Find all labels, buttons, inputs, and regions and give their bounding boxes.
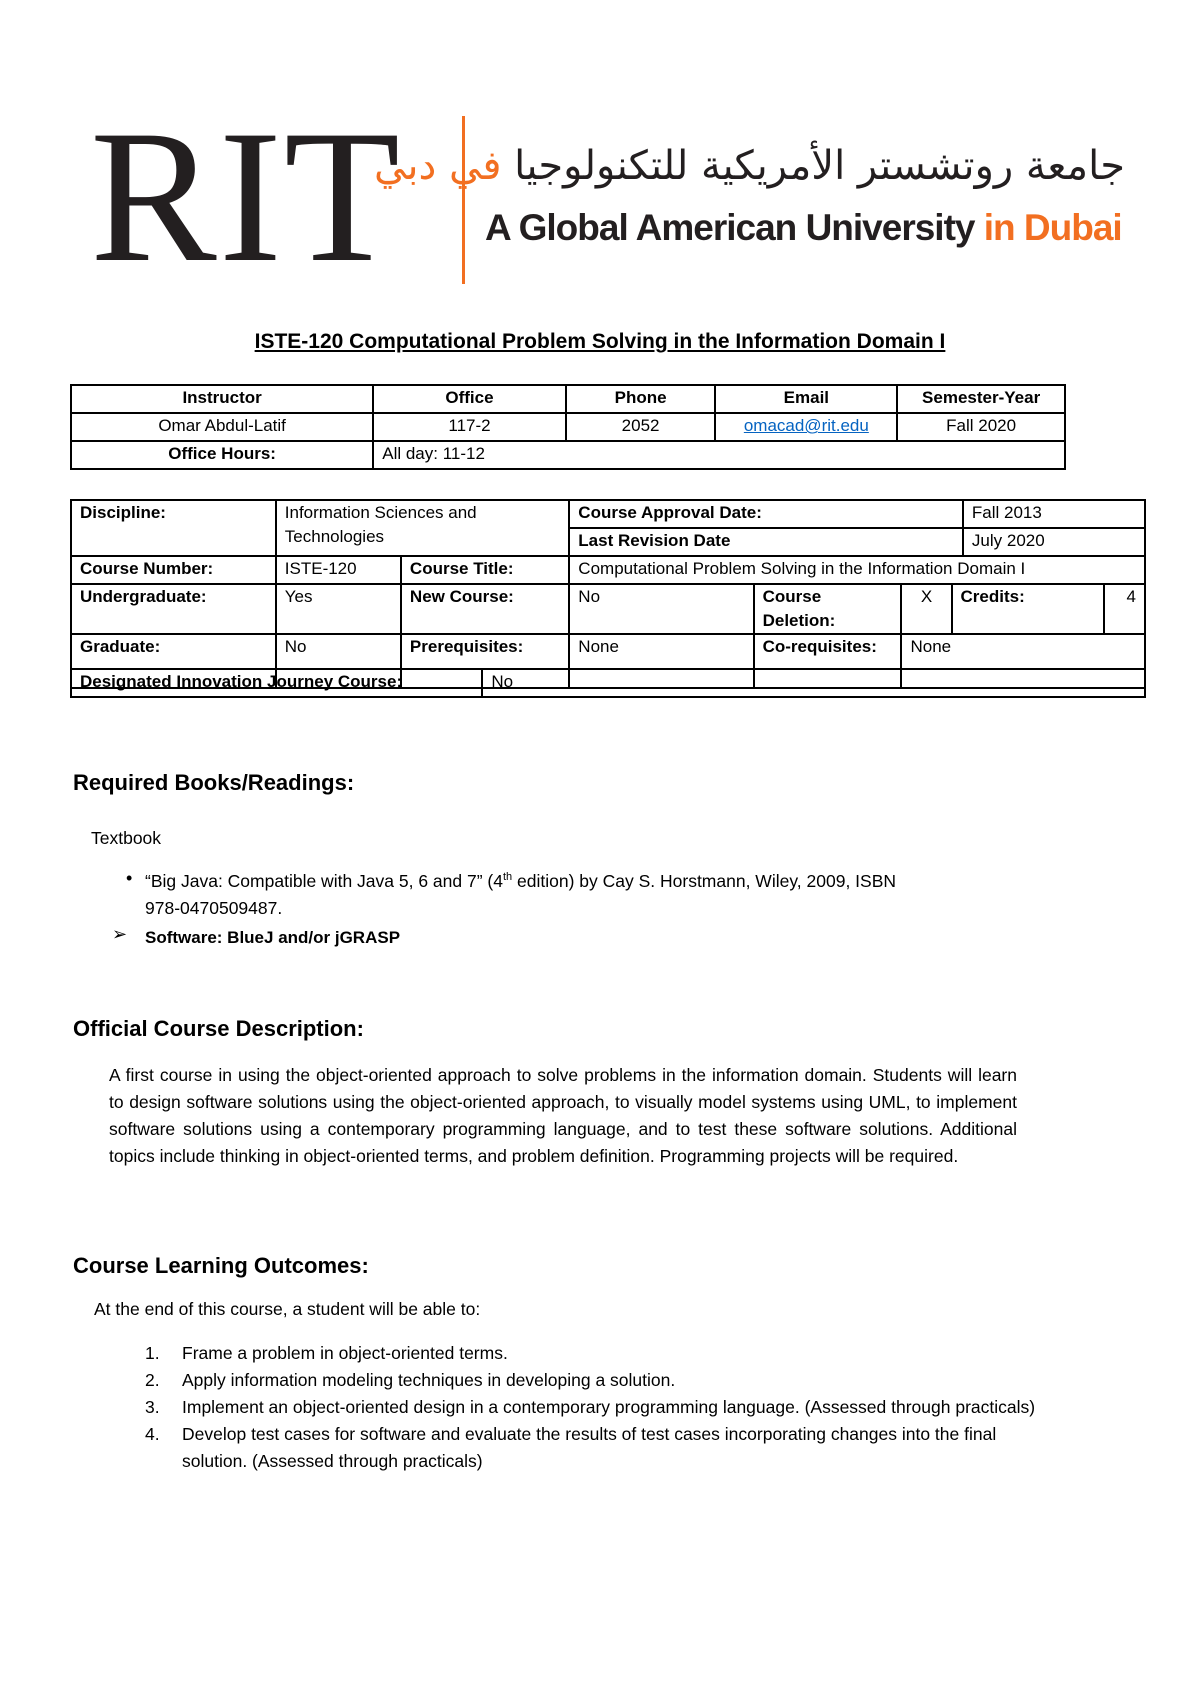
textbook-item-pre: “Big Java: Compatible with Java 5, 6 and 7” (4 xyxy=(145,871,503,891)
list-item-text: Frame a problem in object-oriented terms. xyxy=(182,1343,508,1363)
instructor-table xyxy=(70,384,1066,470)
course-title-value: Computational Problem Solving in the Information Domain I xyxy=(569,556,1145,584)
corequisites-value: None xyxy=(901,634,1145,688)
textbook-item xyxy=(145,868,1045,922)
list-item-number: 3. xyxy=(145,1397,160,1417)
discipline-value: Information Sciences and Technologies xyxy=(276,500,570,556)
list-item-number: 2. xyxy=(145,1370,160,1390)
email-link[interactable]: omacad@rit.edu xyxy=(743,416,869,435)
innovation-row xyxy=(71,669,1145,697)
arrow-bullet-icon: ➢ xyxy=(112,924,128,944)
list-item-text: Implement an object-oriented design in a contemporary programming language. (Assessed through practicals) xyxy=(182,1397,1036,1417)
textbook-item-sup: th xyxy=(502,871,513,884)
undergraduate-value: Yes xyxy=(276,584,401,634)
office-hours-label: Office Hours: xyxy=(71,441,373,469)
revision-date-label: Last Revision Date xyxy=(569,528,963,556)
list-item-text: Develop test cases for software and evaluate the results of test cases incorporating changes into the final solution. (Assessed through practicals) xyxy=(182,1424,997,1471)
course-number-label: Course Number: xyxy=(71,556,276,584)
instructor-values-row xyxy=(71,413,1065,441)
arabic-name-main: جامعة روتشستر الأمريكية للتكنولوجيا xyxy=(514,143,1125,189)
semester-year: Fall 2020 xyxy=(897,413,1065,441)
graduate-label: Graduate: xyxy=(71,634,276,688)
credits-label: Credits: xyxy=(952,584,1104,634)
prerequisites-label: Prerequisites: xyxy=(401,634,569,688)
course-title-label: Course Title: xyxy=(401,556,569,584)
course-info-table xyxy=(70,499,1146,689)
logo-arabic-name xyxy=(373,142,1125,190)
logo-tagline xyxy=(485,206,1122,250)
list-item xyxy=(145,1394,1045,1421)
description-text: A first course in using the object-oriented approach to solve problems in the information domain. Students will learn to design software solutions using the object-oriented approach, to visually model systems using UML, to implement software solutions using a contemporary programming language, and to test these software solutions. Additional topics include thinking in object-oriented terms, and problem definition. Programming projects will be required. xyxy=(109,1065,1017,1166)
course-number-value: ISTE-120 xyxy=(276,556,401,584)
header-phone: Phone xyxy=(566,385,716,413)
list-item-number: 4. xyxy=(145,1424,160,1444)
course-deletion-label: Course Deletion: xyxy=(754,584,902,634)
course-deletion-value: X xyxy=(901,584,951,634)
logo-rit-letters: RIT xyxy=(90,92,403,302)
textbook-item-post: edition) by Cay S. Horstmann, Wiley, 2009, ISBN xyxy=(512,871,897,891)
office-hours-value: All day: 11-12 xyxy=(373,441,1065,469)
course-title: ISTE-120 Computational Problem Solving in the Information Domain I xyxy=(254,330,946,353)
header-semester: Semester-Year xyxy=(897,385,1065,413)
phone-number: 2052 xyxy=(566,413,716,441)
email-cell xyxy=(715,413,897,441)
list-item xyxy=(145,1421,1045,1475)
instructor-header-row xyxy=(71,385,1065,413)
outcomes-heading: Course Learning Outcomes: xyxy=(73,1253,369,1278)
corequisites-label: Co-requisites: xyxy=(754,634,902,688)
header-email: Email xyxy=(715,385,897,413)
undergraduate-label: Undergraduate: xyxy=(71,584,276,634)
innovation-value: No xyxy=(482,669,1145,697)
revision-date-value: July 2020 xyxy=(963,528,1145,556)
office-number: 117-2 xyxy=(373,413,566,441)
innovation-table xyxy=(70,668,1146,698)
list-item-number: 1. xyxy=(145,1343,160,1363)
instructor-name: Omar Abdul-Latif xyxy=(71,413,373,441)
discipline-row xyxy=(71,500,1145,528)
description-heading: Official Course Description: xyxy=(73,1016,364,1041)
books-heading: Required Books/Readings: xyxy=(73,770,355,795)
office-hours-row xyxy=(71,441,1065,469)
discipline-label: Discipline: xyxy=(71,500,276,556)
tagline-main: A Global American University xyxy=(485,207,975,248)
textbook-label: Textbook xyxy=(91,828,162,848)
course-number-row xyxy=(71,556,1145,584)
new-course-value: No xyxy=(569,584,753,634)
list-item-text: Apply information modeling techniques in developing a solution. xyxy=(182,1370,676,1390)
arabic-name-accent: في دبي xyxy=(373,143,502,189)
university-logo xyxy=(90,92,1130,302)
innovation-label: Designated Innovation Journey Course: xyxy=(71,669,482,697)
undergraduate-row xyxy=(71,584,1145,634)
outcomes-intro: At the end of this course, a student will be able to: xyxy=(94,1299,481,1319)
prerequisites-value: None xyxy=(569,634,753,688)
tagline-accent: in Dubai xyxy=(983,207,1122,248)
outcomes-list xyxy=(145,1340,1045,1475)
header-instructor: Instructor xyxy=(71,385,373,413)
textbook-item-isbn: 978-0470509487. xyxy=(145,898,283,918)
bullet-dot-icon: • xyxy=(126,868,133,888)
graduate-value: No xyxy=(276,634,401,688)
approval-date-value: Fall 2013 xyxy=(963,500,1145,528)
header-office: Office xyxy=(373,385,566,413)
software-item: Software: BlueJ and/or jGRASP xyxy=(145,928,401,947)
list-item xyxy=(145,1340,1045,1367)
approval-date-label: Course Approval Date: xyxy=(569,500,963,528)
new-course-label: New Course: xyxy=(401,584,569,634)
credits-value: 4 xyxy=(1104,584,1145,634)
list-item xyxy=(145,1367,1045,1394)
